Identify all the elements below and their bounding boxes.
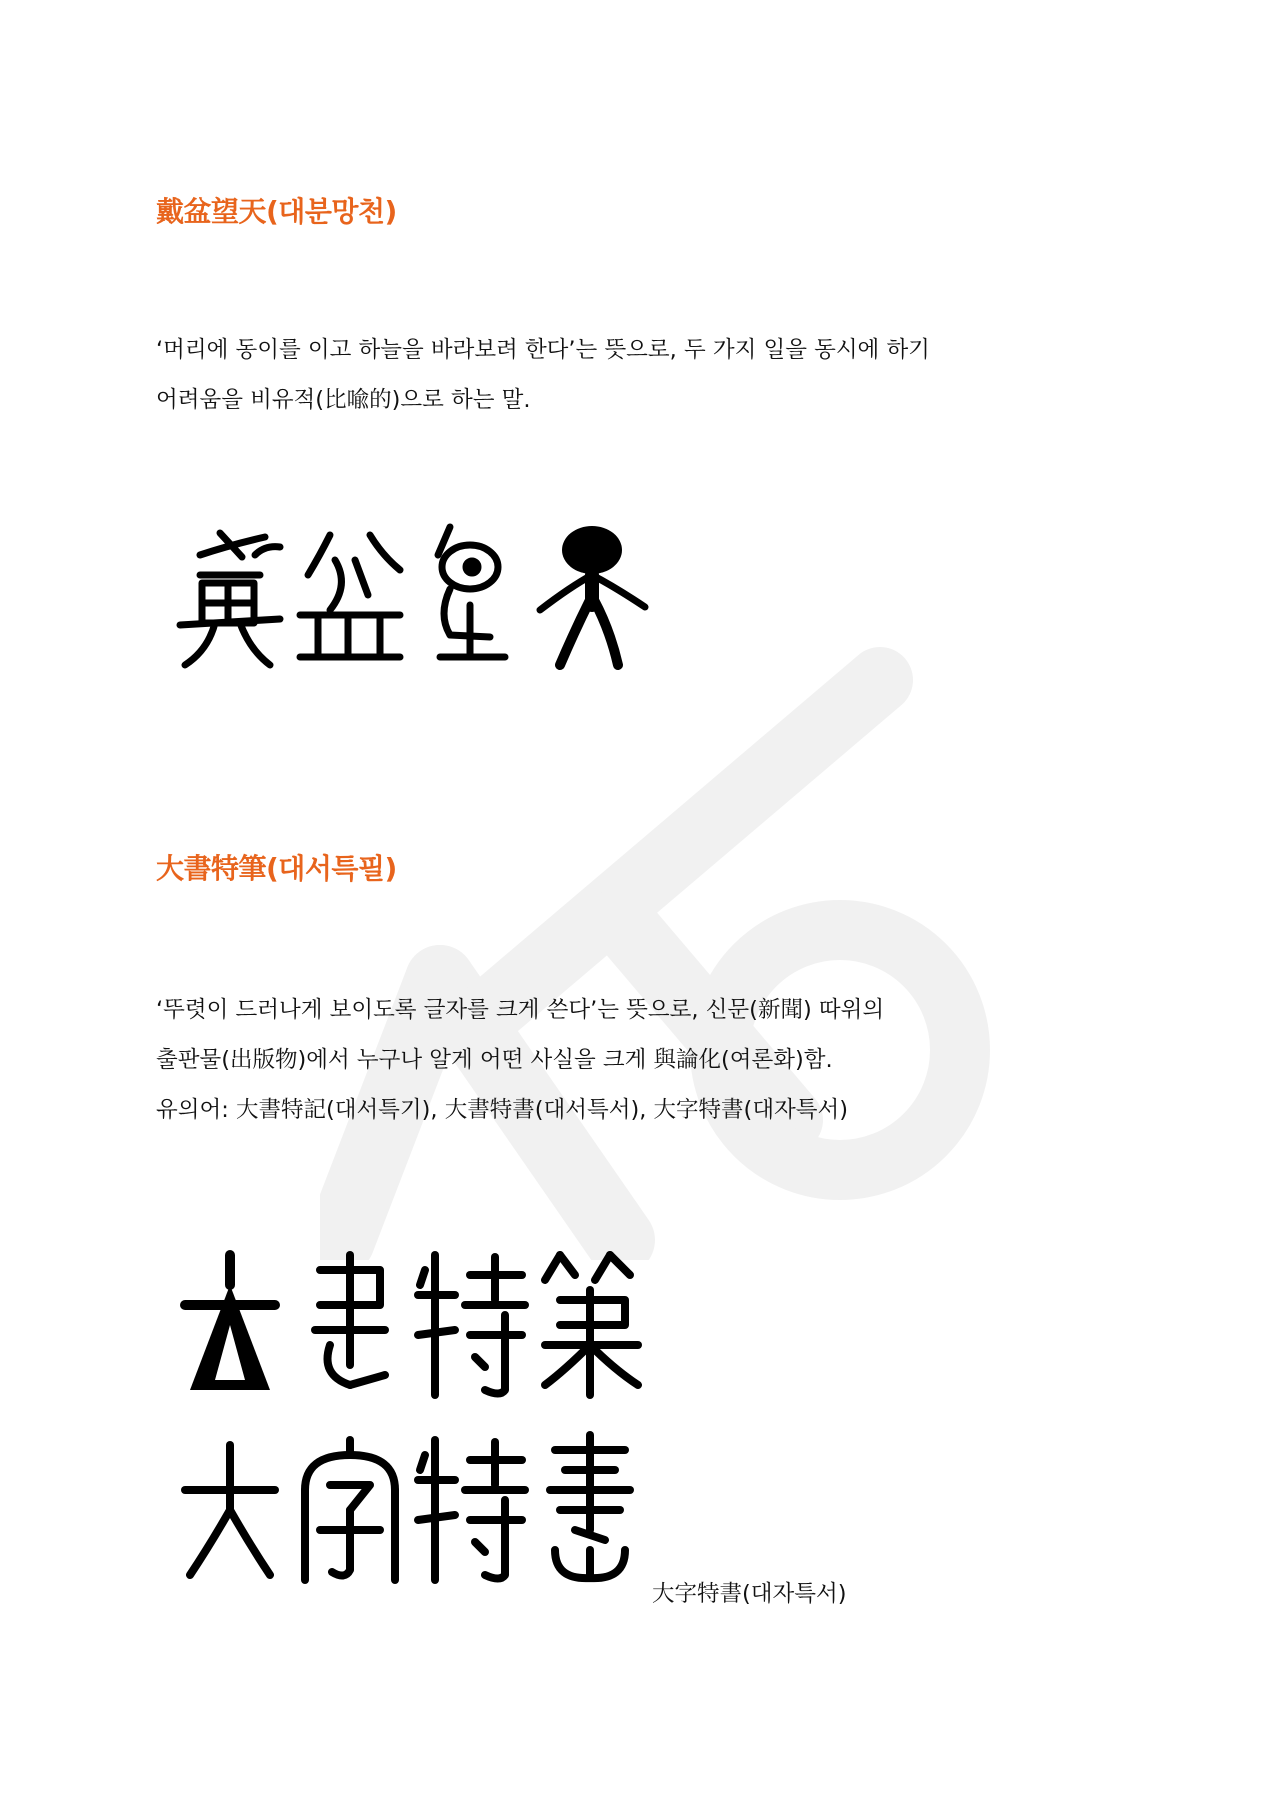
seal-da-icon [170, 1430, 290, 1590]
section-1-seal-glyphs [170, 515, 650, 675]
seal-tian-icon [530, 515, 650, 675]
seal-shu-icon [290, 1245, 410, 1405]
section-2-heading: 大書特筆(대서특필) [156, 852, 397, 885]
seal-pen-icon [290, 515, 410, 675]
section-2-seal-glyphs-row-1 [170, 1245, 650, 1405]
section-1-heading: 戴盆望天(대분망천) [156, 195, 397, 228]
seal-shu-icon [530, 1430, 650, 1590]
section-2-seal-glyphs-row-2 [170, 1430, 650, 1590]
section-1-line-2: 어려움을 비유적(比喩的)으로 하는 말. [156, 387, 531, 413]
seal-te-icon [410, 1245, 530, 1405]
section-1-definition [156, 325, 930, 425]
seal-dai-icon [170, 515, 290, 675]
section-2-synonyms: 유의어: 大書特記(대서특기), 大書特書(대서특서), 大字特書(대자특서) [156, 1097, 849, 1123]
seal-zi-icon [290, 1430, 410, 1590]
seal-bi-icon [530, 1245, 650, 1405]
section-2-line-2: 출판물(出版物)에서 누구나 알게 어떤 사실을 크게 與論化(여론화)함. [156, 1047, 833, 1073]
seal-te-icon [410, 1430, 530, 1590]
seal-wang-icon [410, 515, 530, 675]
section-2-definition [156, 985, 884, 1135]
section-2-glyph-caption: 大字特書(대자특서) [652, 1581, 847, 1607]
section-2-line-1: ‘뚜렷이 드러나게 보이도록 글자를 크게 쓴다’는 뜻으로, 신문(新聞) 따위의 [156, 997, 885, 1023]
watermark-logo-icon [320, 600, 1000, 1260]
section-1-line-1: ‘머리에 동이를 이고 하늘을 바라보려 한다’는 뜻으로, 두 가지 일을 동시에 하기 [156, 337, 930, 363]
seal-da-icon [170, 1245, 290, 1405]
